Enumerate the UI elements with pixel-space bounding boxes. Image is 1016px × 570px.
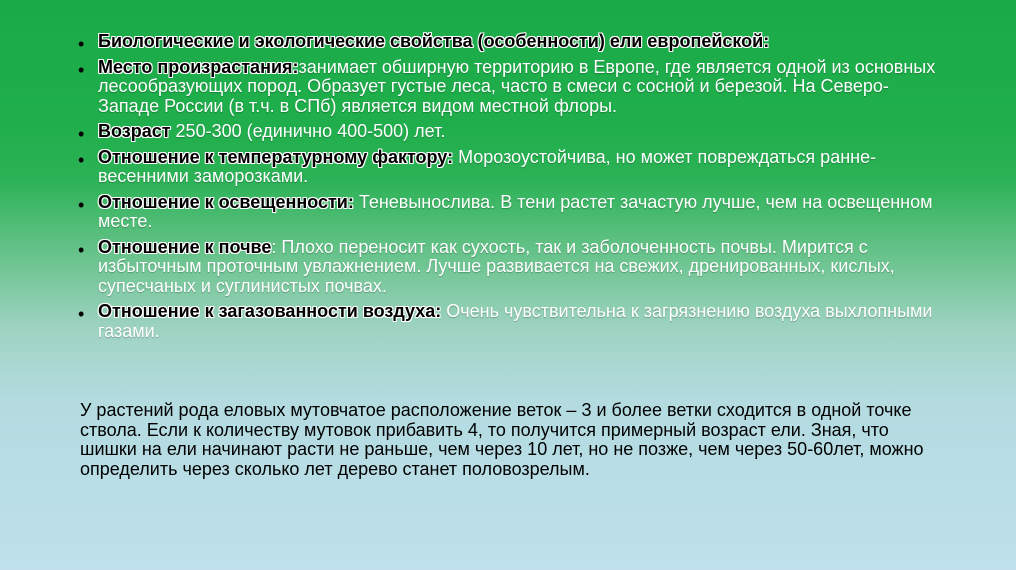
bullet-label: Отношение к освещенности:	[98, 191, 354, 212]
body-paragraph: У растений рода еловых мутовчатое расположение веток – 3 и более ветки сходится в одной точке ствола. Если к количеству мутовок прибавить 4, то получится примерный возраст ели. Зная, что шишки на ели начинают расти не раньше, чем через 10 лет, но не позже, чем через 50-60лет, можно определить через сколько лет дерево станет половозрелым.	[80, 400, 924, 479]
bullet-text: Очень чувствительна к загрязнению воздуха выхлопными газами.	[98, 301, 933, 341]
bullet-label: Возраст	[98, 121, 171, 141]
bullet-label: Отношение к почве	[98, 236, 272, 257]
bullet-text: Теневынослива. В тени растет зачастую лучше, чем на освещенном месте.	[98, 191, 933, 231]
list-item	[78, 122, 948, 142]
bullet-label: Отношение к загазованности воздуха:	[98, 301, 442, 321]
list-item	[78, 238, 948, 297]
list-item	[78, 302, 948, 341]
bullet-text: 250-300 (единично 400-500) лет.	[170, 121, 446, 141]
bullet-text: Морозоустойчива, но может повреждаться ранне-весенними заморозками.	[98, 146, 877, 186]
bullet-label: Отношение к температурному фактору:	[98, 146, 454, 167]
bullet-icon: •	[78, 149, 85, 170]
bullet-icon: •	[78, 304, 85, 324]
bullet-icon: •	[78, 194, 85, 215]
bullet-icon: •	[78, 34, 85, 54]
bullet-icon: •	[78, 239, 85, 260]
list-item	[78, 148, 948, 187]
bullet-label: Место произрастания:	[98, 56, 299, 77]
list-item	[78, 58, 948, 117]
bullet-list	[78, 32, 948, 347]
bullet-icon: •	[78, 124, 85, 144]
bullet-heading: Биологические и экологические свойства (особенности) ели европейской:	[98, 31, 770, 51]
list-item	[78, 32, 948, 52]
bullet-icon: •	[78, 59, 85, 80]
list-item	[78, 193, 948, 232]
bullet-text: занимает обширную территорию в Европе, где является одной из основных лесообразующих пород. Образует густые леса, часто в смеси с сосной и березой. На Северо-Западе России (в т.ч. в СПб) является видом местной флоры.	[98, 56, 936, 116]
bullet-text: : Плохо переносит как сухость, так и заболоченность почвы. Мирится с избыточным проточным увлажнением. Лучше развивается на свежих, дренированных, кислых, супесчаных и суглинистых почвах.	[98, 236, 895, 296]
